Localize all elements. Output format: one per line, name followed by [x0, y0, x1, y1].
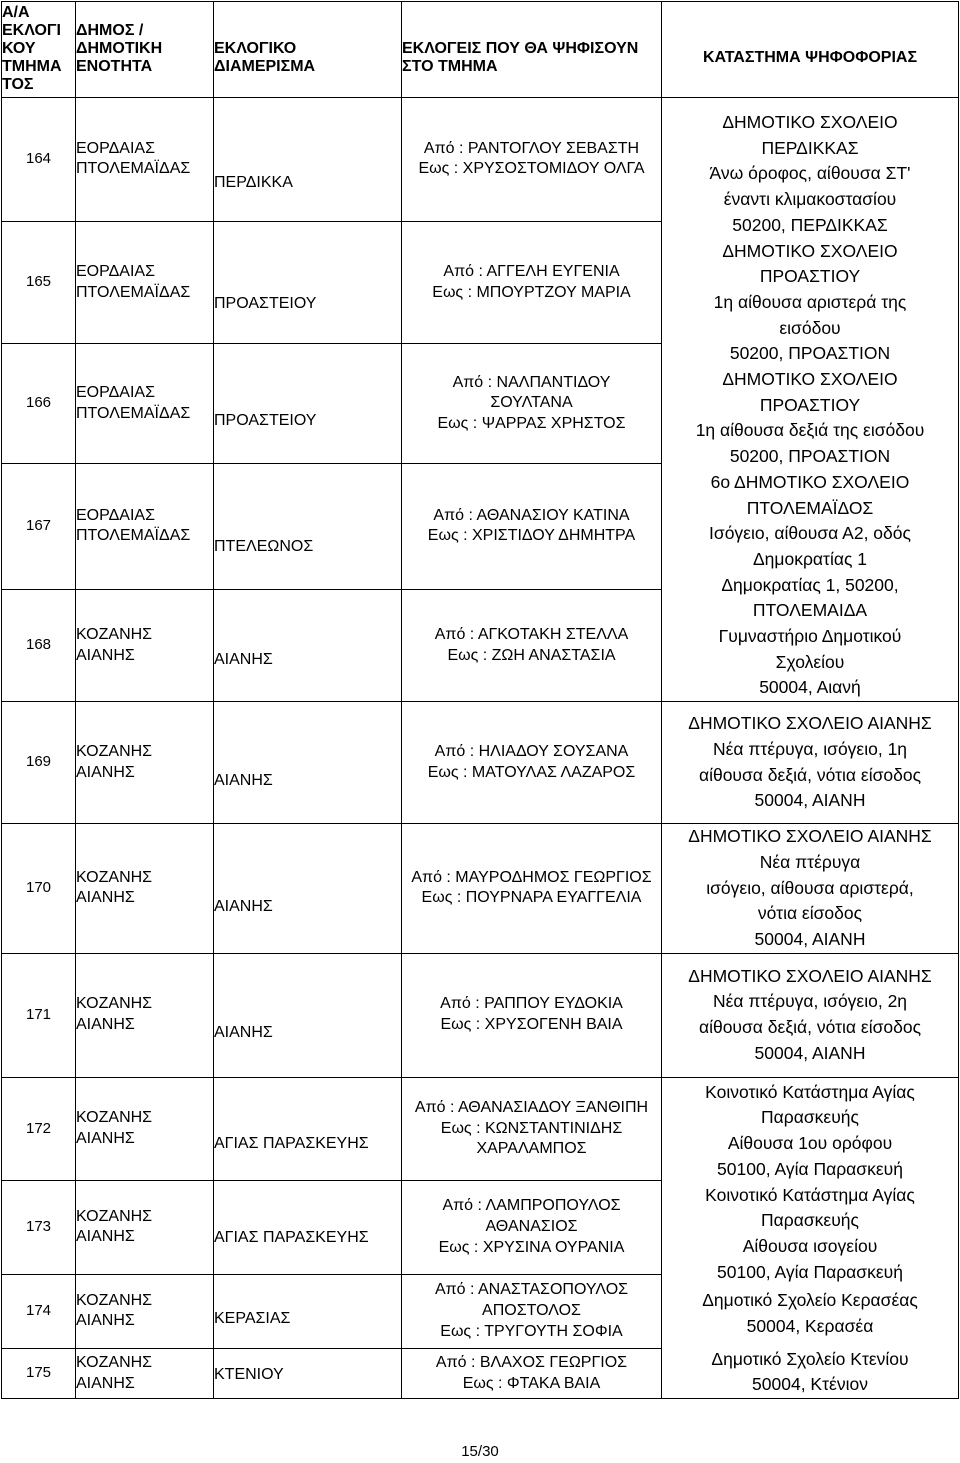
table-row: [2, 953, 959, 1077]
page-number: 15/30: [461, 1443, 499, 1460]
row-voters: Από : ΡΑΝΤΟΓΛΟΥ ΣΕΒΑΣΤΗ Εως : ΧΡΥΣΟΣΤΟΜΙΔΟΥ ΟΛΓΑ: [402, 98, 662, 222]
row-district: ΠΕΡΔΙΚΚΑ: [214, 98, 402, 222]
row-number: 173: [2, 1181, 76, 1274]
row-voters: Από : ΑΘΑΝΑΣΙΟΥ ΚΑΤΙΝΑ Εως : ΧΡΙΣΤΙΔΟΥ ΔΗΜΗΤΡΑ: [402, 464, 662, 590]
polling-station-169: ΔΗΜΟΤΙΚΟ ΣΧΟΛΕΙΟ ΑΙΑΝΗΣ Νέα πτέρυγα, ισόγειο, 1η αίθουσα δεξιά, νότια είσοδος 50004, ΑΙΑΝΗ: [662, 702, 959, 824]
row-voters: Από : ΑΓΚΟΤΑΚΗ ΣΤΕΛΛΑ Εως : ΖΩΗ ΑΝΑΣΤΑΣΙΑ: [402, 589, 662, 701]
row-district: ΑΓΙΑΣ ΠΑΡΑΣΚΕΥΗΣ: [214, 1181, 402, 1274]
row-voters: Από : ΑΓΓΕΛΗ ΕΥΓΕΝΙΑ Εως : ΜΠΟΥΡΤΖΟΥ ΜΑΡΙΑ: [402, 221, 662, 344]
row-municipality: ΚΟΖΑΝΗΣ ΑΙΑΝΗΣ: [76, 589, 214, 701]
row-number: 165: [2, 221, 76, 344]
row-number: 164: [2, 98, 76, 222]
polling-station-group-1: ΔΗΜΟΤΙΚΟ ΣΧΟΛΕΙΟ ΠΕΡΔΙΚΚΑΣ Άνω όροφος, αίθουσα ΣΤ' έναντι κλιμακοστασίου 50200, ΠΕΡΔΙΚΚΑΣ ΔΗΜΟΤΙΚΟ ΣΧΟΛΕΙΟ ΠΡΟΑΣΤΙΟΥ 1η αίθουσα αριστερά της εισόδου 50200, ΠΡΟΑΣΤΙΟΝ ΔΗΜΟΤΙΚΟ ΣΧΟΛΕΙΟ ΠΡΟΑΣΤΙΟΥ 1η αίθουσα δεξιά της εισόδου 50200, ΠΡΟΑΣΤΙΟΝ 6ο ΔΗΜΟΤΙΚΟ ΣΧΟΛΕΙΟ ΠΤΟΛΕΜΑΪΔΟΣ Ισόγειο, αίθουσα Α2, οδός Δημοκρατίας 1 Δημοκρατίας 1, 50200, ΠΤΟΛΕΜΑΙΔΑ Γυμναστήριο Δημοτικού Σχολείου 50004, Αιανή: [662, 98, 959, 702]
header-municipality: ΔΗΜΟΣ / ΔΗΜΟΤΙΚΗ ΕΝΟΤΗΤΑ: [76, 2, 214, 98]
row-district: ΠΡΟΑΣΤΕΙΟΥ: [214, 221, 402, 344]
row-municipality: ΚΟΖΑΝΗΣ ΑΙΑΝΗΣ: [76, 1077, 214, 1180]
polling-table: [1, 1, 959, 1399]
row-district: ΑΙΑΝΗΣ: [214, 702, 402, 824]
table-row: [2, 824, 959, 954]
table-row: [2, 98, 959, 222]
row-municipality: ΕΟΡΔΑΙΑΣ ΠΤΟΛΕΜΑΪΔΑΣ: [76, 98, 214, 222]
row-number: 174: [2, 1274, 76, 1348]
row-number: 175: [2, 1348, 76, 1398]
row-voters: Από : ΜΑΥΡΟΔΗΜΟΣ ΓΕΩΡΓΙΟΣ Εως : ΠΟΥΡΝΑΡΑ ΕΥΑΓΓΕΛΙΑ: [402, 824, 662, 954]
row-district: ΑΓΙΑΣ ΠΑΡΑΣΚΕΥΗΣ: [214, 1077, 402, 1180]
row-district: ΑΙΑΝΗΣ: [214, 824, 402, 954]
row-district: ΚΤΕΝΙΟΥ: [214, 1348, 402, 1398]
row-number: 170: [2, 824, 76, 954]
header-polling-station: ΚΑΤΑΣΤΗΜΑ ΨΗΦΟΦΟΡΙΑΣ: [662, 2, 959, 98]
row-voters: Από : ΒΛΑΧΟΣ ΓΕΩΡΓΙΟΣ Εως : ΦΤΑΚΑ ΒΑΙΑ: [402, 1348, 662, 1398]
row-number: 167: [2, 464, 76, 590]
table-row: [2, 702, 959, 824]
table-header: [2, 2, 959, 98]
row-voters: Από : ΡΑΠΠΟΥ ΕΥΔΟΚΙΑ Εως : ΧΡΥΣΟΓΕΝΗ ΒΑΙΑ: [402, 953, 662, 1077]
polling-station-171: ΔΗΜΟΤΙΚΟ ΣΧΟΛΕΙΟ ΑΙΑΝΗΣ Νέα πτέρυγα, ισόγειο, 2η αίθουσα δεξιά, νότια είσοδος 50004, ΑΙΑΝΗ: [662, 953, 959, 1077]
row-municipality: ΕΟΡΔΑΙΑΣ ΠΤΟΛΕΜΑΪΔΑΣ: [76, 344, 214, 464]
row-district: ΚΕΡΑΣΙΑΣ: [214, 1274, 402, 1348]
row-voters: Από : ΗΛΙΑΔΟΥ ΣΟΥΣΑΝΑ Εως : ΜΑΤΟΥΛΑΣ ΛΑΖΑΡΟΣ: [402, 702, 662, 824]
row-number: 171: [2, 953, 76, 1077]
row-municipality: ΚΟΖΑΝΗΣ ΑΙΑΝΗΣ: [76, 1181, 214, 1274]
header-voters: ΕΚΛΟΓΕΙΣ ΠΟΥ ΘΑ ΨΗΦΙΣΟΥΝ ΣΤΟ ΤΜΗΜΑ: [402, 2, 662, 98]
row-municipality: ΚΟΖΑΝΗΣ ΑΙΑΝΗΣ: [76, 953, 214, 1077]
row-municipality: ΚΟΖΑΝΗΣ ΑΙΑΝΗΣ: [76, 1348, 214, 1398]
row-district: ΑΙΑΝΗΣ: [214, 953, 402, 1077]
row-municipality: ΕΟΡΔΑΙΑΣ ΠΤΟΛΕΜΑΪΔΑΣ: [76, 464, 214, 590]
polling-station-group-2: Κοινοτικό Κατάστημα Αγίας Παρασκευής Αίθουσα 1ου ορόφου 50100, Αγία Παρασκευή Κοινοτικό Κατάστημα Αγίας Παρασκευής Αίθουσα ισογείου 50100, Αγία Παρασκευή Δημοτικό Σχολείο Κερασέας 50004, Κερασέα Δημοτικό Σχολείο Κτενίου 50004, Κτένιον: [662, 1077, 959, 1398]
table-row: [2, 1077, 959, 1180]
row-number: 168: [2, 589, 76, 701]
row-number: 169: [2, 702, 76, 824]
row-municipality: ΕΟΡΔΑΙΑΣ ΠΤΟΛΕΜΑΪΔΑΣ: [76, 221, 214, 344]
row-number: 172: [2, 1077, 76, 1180]
header-district: ΕΚΛΟΓΙΚΟ ΔΙΑΜΕΡΙΣΜΑ: [214, 2, 402, 98]
polling-station-170: ΔΗΜΟΤΙΚΟ ΣΧΟΛΕΙΟ ΑΙΑΝΗΣ Νέα πτέρυγα ισόγειο, αίθουσα αριστερά, νότια είσοδος 50004, ΑΙΑΝΗ: [662, 824, 959, 954]
row-district: ΠΤΕΛΕΩΝΟΣ: [214, 464, 402, 590]
row-municipality: ΚΟΖΑΝΗΣ ΑΙΑΝΗΣ: [76, 824, 214, 954]
row-voters: Από : ΑΘΑΝΑΣΙΑΔΟΥ ΞΑΝΘΙΠΗ Εως : ΚΩΝΣΤΑΝΤΙΝΙΔΗΣ ΧΑΡΑΛΑΜΠΟΣ: [402, 1077, 662, 1180]
row-voters: Από : ΑΝΑΣΤΑΣΟΠΟΥΛΟΣ ΑΠΟΣΤΟΛΟΣ Εως : ΤΡΥΓΟΥΤΗ ΣΟΦΙΑ: [402, 1274, 662, 1348]
row-district: ΑΙΑΝΗΣ: [214, 589, 402, 701]
row-municipality: ΚΟΖΑΝΗΣ ΑΙΑΝΗΣ: [76, 702, 214, 824]
row-voters: Από : ΝΑΛΠΑΝΤΙΔΟΥ ΣΟΥΛΤΑΝΑ Εως : ΨΑΡΡΑΣ ΧΡΗΣΤΟΣ: [402, 344, 662, 464]
header-section-number: Α/Α ΕΚΛΟΓΙ ΚΟΥ ΤΜΗΜΑ ΤΟΣ: [2, 2, 76, 98]
row-number: 166: [2, 344, 76, 464]
row-district: ΠΡΟΑΣΤΕΙΟΥ: [214, 344, 402, 464]
row-municipality: ΚΟΖΑΝΗΣ ΑΙΑΝΗΣ: [76, 1274, 214, 1348]
row-voters: Από : ΛΑΜΠΡΟΠΟΥΛΟΣ ΑΘΑΝΑΣΙΟΣ Εως : ΧΡΥΣΙΝΑ ΟΥΡΑΝΙΑ: [402, 1181, 662, 1274]
